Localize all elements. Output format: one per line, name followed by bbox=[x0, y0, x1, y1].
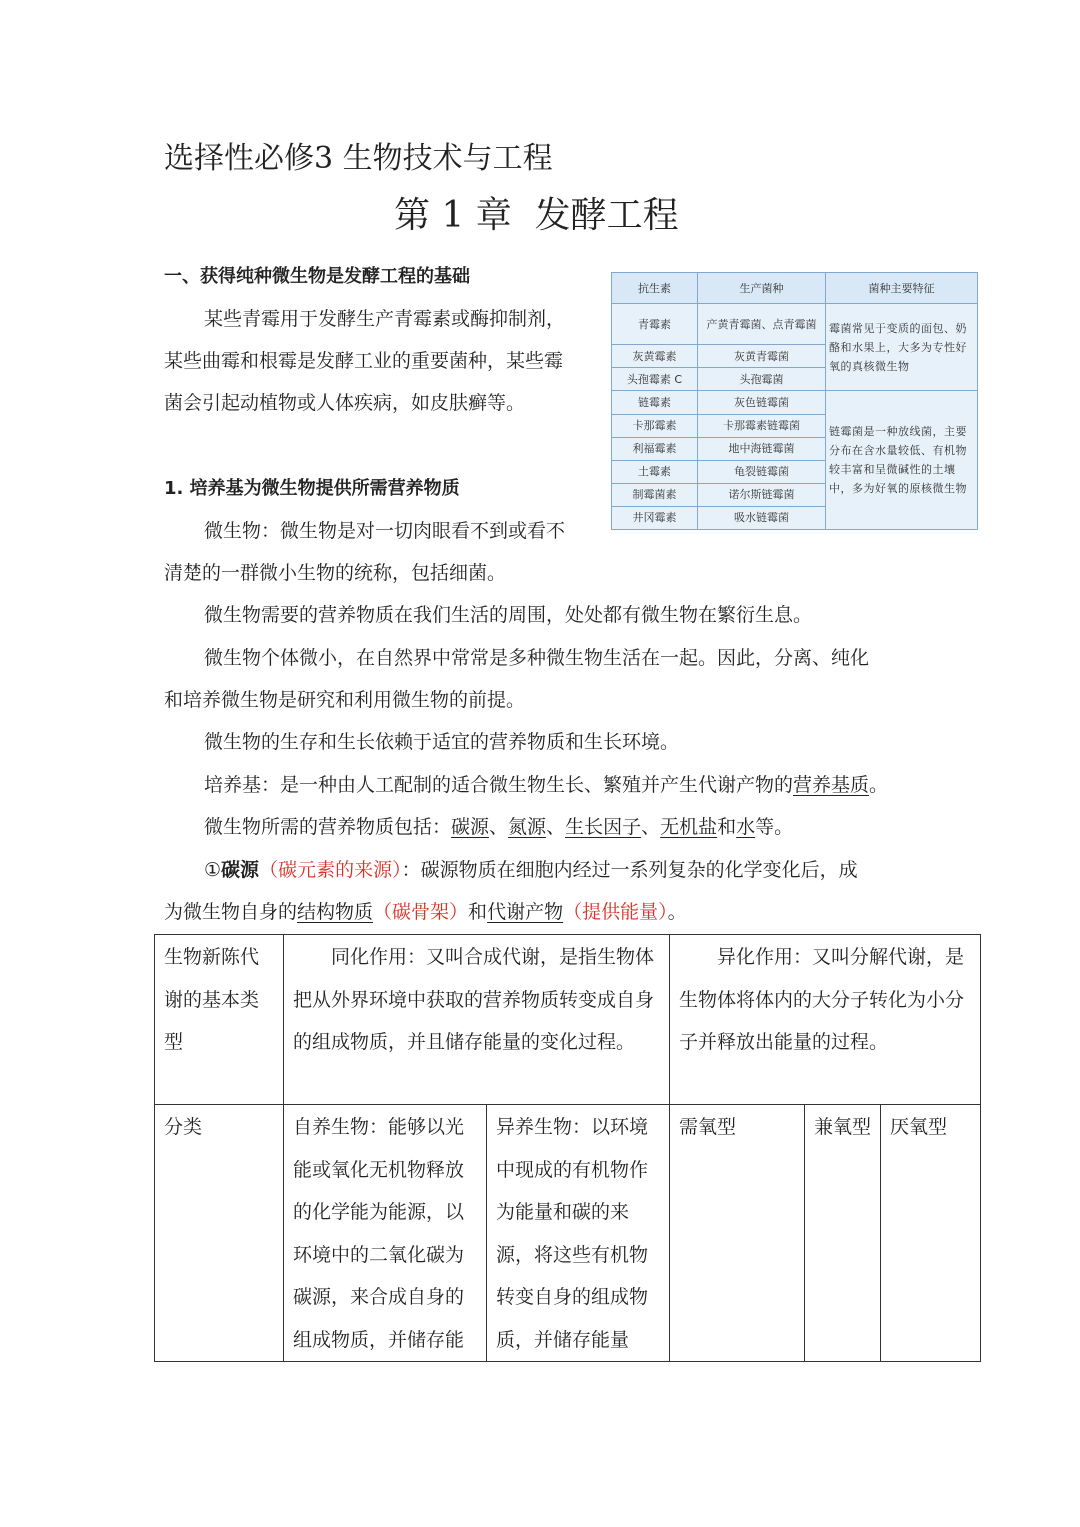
paragraph-line: 微生物：微生物是对一切肉眼看不到或看不 bbox=[204, 520, 566, 542]
table-header: 抗生素 bbox=[612, 273, 698, 304]
metabolism-table bbox=[154, 934, 981, 1362]
text-span: 为微生物自身的 bbox=[164, 901, 298, 923]
table-header: 生产菌种 bbox=[698, 273, 826, 304]
text-span: 。 bbox=[869, 774, 889, 796]
paragraph-line bbox=[164, 891, 687, 933]
text-span: 等。 bbox=[755, 816, 794, 838]
underlined-term: 碳源 bbox=[451, 816, 490, 838]
table-row bbox=[612, 304, 978, 345]
text-span: ① bbox=[204, 859, 222, 881]
anabolism-cell: 同化作用：又叫合成代谢，是指生物体把从外界环境中获取的营养物质转变成自身的组成物质，并且储存能量的变化过程。 bbox=[284, 935, 670, 1105]
anaerobic-cell: 厌氧型 bbox=[881, 1105, 981, 1362]
table-cell: 青霉素 bbox=[612, 304, 698, 345]
actino-feature-cell: 链霉菌是一种放线菌，主要分布在含水量较低、有机物较丰富和呈微碱性的土壤中，多为好氧的原核微生物 bbox=[826, 391, 978, 530]
paragraph-line: 和培养微生物是研究和利用微生物的前提。 bbox=[164, 689, 526, 711]
facultative-cell: 兼氧型 bbox=[805, 1105, 881, 1362]
text-span: 微生物所需的营养物质包括： bbox=[204, 816, 452, 838]
table-cell: 生物新陈代谢的基本类型 bbox=[155, 935, 284, 1105]
table-cell: 制霉菌素 bbox=[612, 483, 698, 506]
autotroph-cell: 自养生物：能够以光能或氧化无机物释放的化学能为能源，以环境中的二氧化碳为碳源，来合成自身的组成物质，并储存能 bbox=[284, 1105, 487, 1362]
table-cell: 卡那霉素 bbox=[612, 414, 698, 437]
text-span: 。 bbox=[667, 901, 687, 923]
section-heading: 一、获得纯种微生物是发酵工程的基础 bbox=[164, 266, 470, 287]
table-cell: 头孢霉素 C bbox=[612, 368, 698, 391]
table-cell: 产黄青霉菌、点青霉菌 bbox=[698, 304, 826, 345]
antibiotic-table bbox=[611, 272, 978, 530]
underlined-term: 代谢产物 bbox=[487, 901, 564, 923]
table-cell: 灰黄青霉菌 bbox=[698, 345, 826, 368]
text-span: ：碳源物质在细胞内经过一系列复杂的化学变化后，成 bbox=[401, 859, 858, 881]
table-cell: 井冈霉素 bbox=[612, 506, 698, 529]
underlined-term: 结构物质 bbox=[297, 901, 374, 923]
table-cell: 土霉素 bbox=[612, 460, 698, 483]
table-cell: 利福霉素 bbox=[612, 437, 698, 460]
table-cell: 分类 bbox=[155, 1105, 284, 1362]
paragraph-line bbox=[204, 764, 888, 806]
paragraph-line: 微生物的生存和生长依赖于适宜的营养物质和生长环境。 bbox=[204, 731, 680, 753]
table-cell: 灰色链霉菌 bbox=[698, 391, 826, 414]
text-span: 培养基：是一种由人工配制的适合微生物生长、繁殖并产生代谢产物的 bbox=[204, 774, 794, 796]
paragraph-line: 菌会引起动植物或人体疾病，如皮肤癣等。 bbox=[164, 392, 526, 414]
subsection-heading: 1. 培养基为微生物提供所需营养物质 bbox=[164, 478, 460, 499]
text-span: 、 bbox=[546, 816, 566, 838]
underlined-term: 水 bbox=[736, 816, 756, 838]
table-cell: 链霉素 bbox=[612, 391, 698, 414]
table-cell: 诺尔斯链霉菌 bbox=[698, 483, 826, 506]
table-cell: 龟裂链霉菌 bbox=[698, 460, 826, 483]
underlined-term: 生长因子 bbox=[565, 816, 642, 838]
mold-feature-cell: 霉菌常见于变质的面包、奶酪和水果上，大多为专性好氧的真核微生物 bbox=[826, 304, 978, 391]
doc-title: 选择性必修3 生物技术与工程 bbox=[164, 141, 553, 176]
catabolism-cell: 异化作用：又叫分解代谢，是生物体将体内的大分子转化为小分子并释放出能量的过程。 bbox=[670, 935, 981, 1105]
paragraph-line: 某些曲霉和根霉是发酵工业的重要菌种，某些霉 bbox=[164, 350, 564, 372]
text-span: 、 bbox=[489, 816, 509, 838]
red-note: （碳骨架） bbox=[373, 901, 469, 923]
table-header: 菌种主要特征 bbox=[826, 273, 978, 304]
aerobic-cell: 需氧型 bbox=[670, 1105, 805, 1362]
underlined-term: 营养基质 bbox=[793, 774, 870, 796]
table-row bbox=[612, 391, 978, 414]
paragraph-line: 清楚的一群微小生物的统称，包括细菌。 bbox=[164, 562, 507, 584]
paragraph-line: 某些青霉用于发酵生产青霉素或酶抑制剂， bbox=[204, 308, 566, 330]
text-span: 和 bbox=[468, 901, 488, 923]
table-cell: 头孢霉菌 bbox=[698, 368, 826, 391]
table-cell: 地中海链霉菌 bbox=[698, 437, 826, 460]
paragraph-line bbox=[204, 849, 858, 891]
red-note: （提供能量） bbox=[563, 901, 668, 923]
table-row bbox=[155, 1105, 981, 1362]
paragraph-line bbox=[204, 806, 793, 848]
underlined-term: 氮源 bbox=[508, 816, 547, 838]
heterotroph-cell: 异养生物：以环境中现成的有机物作为能量和碳的来源，将这些有机物转变自身的组成物质，并储存能量 bbox=[487, 1105, 670, 1362]
text-span: 、 bbox=[641, 816, 661, 838]
paragraph-line: 微生物需要的营养物质在我们生活的周围，处处都有微生物在繁衍生息。 bbox=[204, 604, 813, 626]
table-row bbox=[155, 935, 981, 1105]
red-note: （碳元素的来源） bbox=[259, 859, 402, 881]
text-span: 和 bbox=[717, 816, 737, 838]
bold-term: 碳源 bbox=[221, 859, 260, 881]
underlined-term: 无机盐 bbox=[660, 816, 718, 838]
table-cell: 灰黄霉素 bbox=[612, 345, 698, 368]
paragraph-line: 微生物个体微小，在自然界中常常是多种微生物生活在一起。因此，分离、纯化 bbox=[204, 647, 870, 669]
table-cell: 卡那霉素链霉菌 bbox=[698, 414, 826, 437]
table-cell: 吸水链霉菌 bbox=[698, 506, 826, 529]
chapter-title: 第 1 章 发酵工程 bbox=[394, 195, 679, 236]
